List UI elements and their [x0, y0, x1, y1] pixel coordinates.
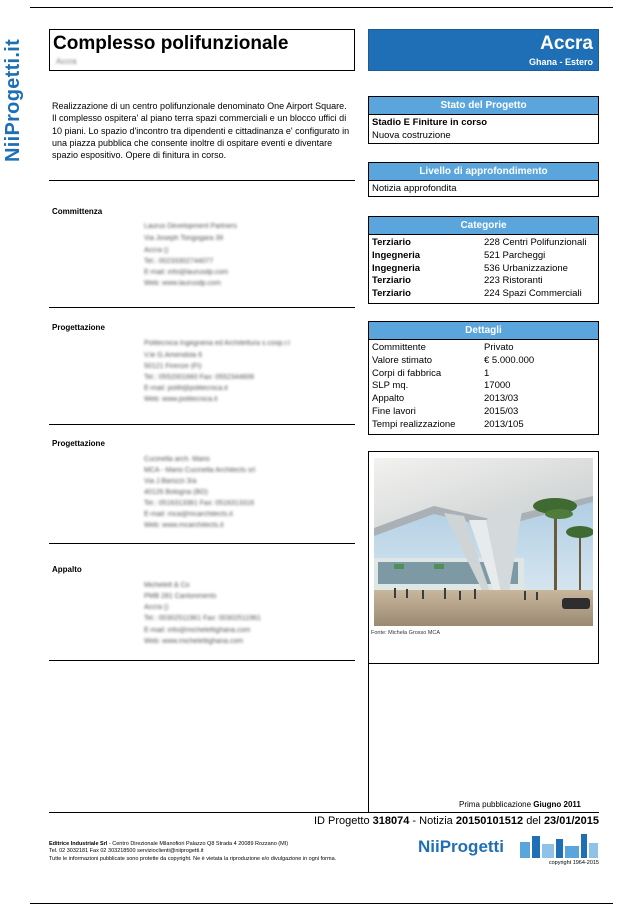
contact-line: Via Joseph Tongogara 39 — [144, 235, 224, 242]
dettaglio-row — [372, 355, 595, 368]
dettaglio-row — [372, 342, 595, 355]
contact-line: Tel.: 00233302744077 — [144, 258, 214, 265]
categoria-value: 228 Centri Polifunzionali — [484, 237, 587, 248]
contact-line: Via J.Barozzi 3/a — [144, 478, 197, 485]
dettaglio-value: Privato — [484, 342, 514, 353]
contact-line: Politecnica Ingegneria ed Architettura s.coop.r.l — [144, 340, 290, 347]
dettaglio-row — [372, 393, 595, 406]
dettaglio-row — [372, 406, 595, 419]
dettaglio-row — [372, 380, 595, 393]
contact-line: Laurus Development Partners — [144, 223, 237, 230]
dettaglio-value: 2013/03 — [484, 393, 519, 405]
contact-line: Web: www.laurusdp.com — [144, 280, 221, 287]
dettaglio-value: € 5.000.000 — [484, 354, 535, 366]
footer-info — [49, 841, 429, 863]
id-value: 318074 — [372, 815, 410, 827]
categorie-header: Categorie — [369, 217, 598, 235]
pubblicazione-value: Giugno 2011 — [533, 800, 581, 809]
contact-label: Progettazione — [52, 323, 105, 332]
project-rendering — [374, 458, 593, 626]
dettaglio-row — [372, 419, 595, 432]
id-del: del — [526, 815, 541, 827]
dettagli-header: Dettagli — [369, 322, 598, 340]
prima-pubblicazione — [459, 800, 581, 809]
dettaglio-value: 2013/105 — [484, 418, 524, 430]
side-logo — [2, 32, 24, 162]
contact-line: Tel.: 0552001660 Fax: 0552344606 — [144, 374, 255, 381]
dettaglio-value: 2015/03 — [484, 405, 519, 417]
categoria-value: 224 Spazi Commerciali — [484, 288, 582, 300]
page-title: Complesso polifunzionale — [53, 33, 289, 54]
id-line — [314, 815, 599, 827]
separator — [49, 424, 355, 425]
categoria-value: 223 Ristoranti — [484, 275, 543, 287]
contact-line: 40126 Bologna (BO) — [144, 489, 208, 496]
categoria-sector: Terziario — [372, 237, 411, 248]
contact-line: E-mail: polifi@politecnica.it — [144, 385, 228, 392]
contact-line: Tel.: 00302511961 Fax: 00302511961 — [144, 615, 261, 622]
categoria-value: 536 Urbanizzazione — [484, 262, 568, 274]
dettaglio-key: Committente — [372, 342, 426, 353]
separator — [49, 812, 599, 813]
livello-value: Notizia approfondita — [372, 183, 457, 194]
dettaglio-key: Corpi di fabbrica — [372, 367, 442, 379]
categoria-row — [372, 275, 595, 288]
contact-line: Web: www.michelettighana.com — [144, 638, 244, 645]
livello-panel — [368, 162, 599, 197]
separator — [49, 307, 355, 308]
contact-line: PMB 281 Cantonments — [144, 593, 217, 600]
top-rule — [30, 7, 613, 8]
contact-label: Appalto — [52, 565, 82, 574]
contact-line: E-mail: info@michelettighana.com — [144, 627, 251, 634]
pubblicazione-label: Prima pubblicazione — [459, 800, 532, 809]
contact-line: Web: www.mcarchitects.it — [144, 522, 224, 529]
dettagli-panel — [368, 321, 599, 435]
contact-line: E-mail: info@laurusdp.com — [144, 269, 229, 276]
id-mid: - Notizia — [412, 815, 453, 827]
contact-line: V.le G.Amendola 6 — [144, 352, 203, 359]
footer-company: Editrice Industriale Srl — [49, 841, 108, 847]
news-date: 23/01/2015 — [543, 815, 599, 827]
contact-line: Accra () — [144, 247, 169, 254]
contact-line: 50121 Firenze (FI) — [144, 363, 202, 370]
contact-line: Tel.: 0516313381 Fax: 0516313316 — [144, 500, 255, 507]
dettaglio-key: Fine lavori — [372, 405, 416, 417]
separator — [49, 180, 355, 181]
contact-line: Cucinella arch. Mario — [144, 456, 210, 463]
stato-header: Stato del Progetto — [369, 97, 598, 115]
dettaglio-value: 17000 — [484, 380, 511, 392]
dettaglio-key: Tempi realizzazione — [372, 418, 456, 430]
skyline-icon — [518, 834, 599, 858]
page-subtitle: Accra — [56, 57, 77, 66]
footer-logo-text: NiiProgetti — [418, 837, 504, 856]
contact-label: Committenza — [52, 207, 103, 216]
categoria-row — [372, 263, 595, 276]
location-country: Ghana - Estero — [528, 57, 593, 67]
contact-line: Web: www.politecnica.it — [144, 396, 218, 403]
footer-copyright: copyright 1964-2015 — [548, 860, 599, 866]
footer-tel: Tel. 02 3032181 Fax 02 303218500 servizioclienti@niiprogetti.it — [49, 848, 204, 855]
contact-line: MCA - Mario Cucinella Architects srl — [144, 467, 256, 474]
project-description: Realizzazione di un centro polifunzionale denominato One Airport Square. Il complesso ospitera' al piano terra spazi commerciali e un blocco uffici di 10 piani. Lo spazio d'incontro tra dipendenti e cittadinanza e' configurato in una piazza pubblica che consente inoltre di ospitare eventi e diventare spazio espositivo. Opere di finitura in corso. — [52, 101, 350, 161]
categoria-sector: Terziario — [372, 288, 411, 300]
dettaglio-value: 1 — [484, 367, 490, 379]
id-prefix: ID Progetto — [313, 815, 370, 827]
contact-line: Michelett & Co — [144, 582, 190, 589]
separator — [49, 543, 355, 544]
footer-notice: Tutte le informazioni pubblicate sono protette da copyright. Ne è vietata la riproduzione e/o divulgazione in ogni forma. — [49, 855, 337, 862]
dettaglio-key: Valore stimato — [372, 354, 433, 366]
photo-caption: Fonte: Michela Grosso MCA — [371, 630, 441, 636]
contact-line: E-mail: mca@mcarchitects.it — [144, 511, 233, 518]
dettaglio-key: Appalto — [372, 393, 405, 405]
separator — [49, 660, 355, 661]
dettaglio-row — [372, 368, 595, 381]
photo-box — [368, 451, 599, 664]
contact-label: Progettazione — [52, 439, 105, 448]
side-logo-text: NiiProgetti.it — [2, 38, 24, 162]
categoria-sector: Terziario — [372, 275, 411, 287]
categoria-sector: Ingegneria — [372, 249, 421, 261]
categorie-panel — [368, 216, 599, 304]
footer-address: - Centro Direzionale Milanofiori Palazzo Q8 Strada 4 20089 Rozzano (MI) — [108, 841, 289, 847]
title-box — [49, 29, 355, 71]
contact-line: Accra () — [144, 604, 169, 611]
dettaglio-key: SLP mq. — [372, 380, 409, 392]
bottom-rule — [30, 903, 613, 904]
stato-phase: Stadio E Finiture in corso — [372, 117, 488, 128]
categoria-sector: Ingegneria — [372, 262, 421, 274]
footer-logo — [418, 834, 599, 860]
location-box — [368, 29, 599, 71]
categoria-row — [372, 288, 595, 301]
column-divider — [368, 664, 369, 812]
livello-header: Livello di approfondimento — [369, 163, 598, 181]
stato-type: Nuova costruzione — [372, 129, 451, 141]
news-value: 20150101512 — [455, 815, 524, 827]
categoria-row — [372, 250, 595, 263]
location-city: Accra — [540, 33, 593, 54]
categoria-value: 521 Parcheggi — [484, 249, 546, 261]
stato-panel — [368, 96, 599, 144]
categoria-row — [372, 237, 595, 250]
